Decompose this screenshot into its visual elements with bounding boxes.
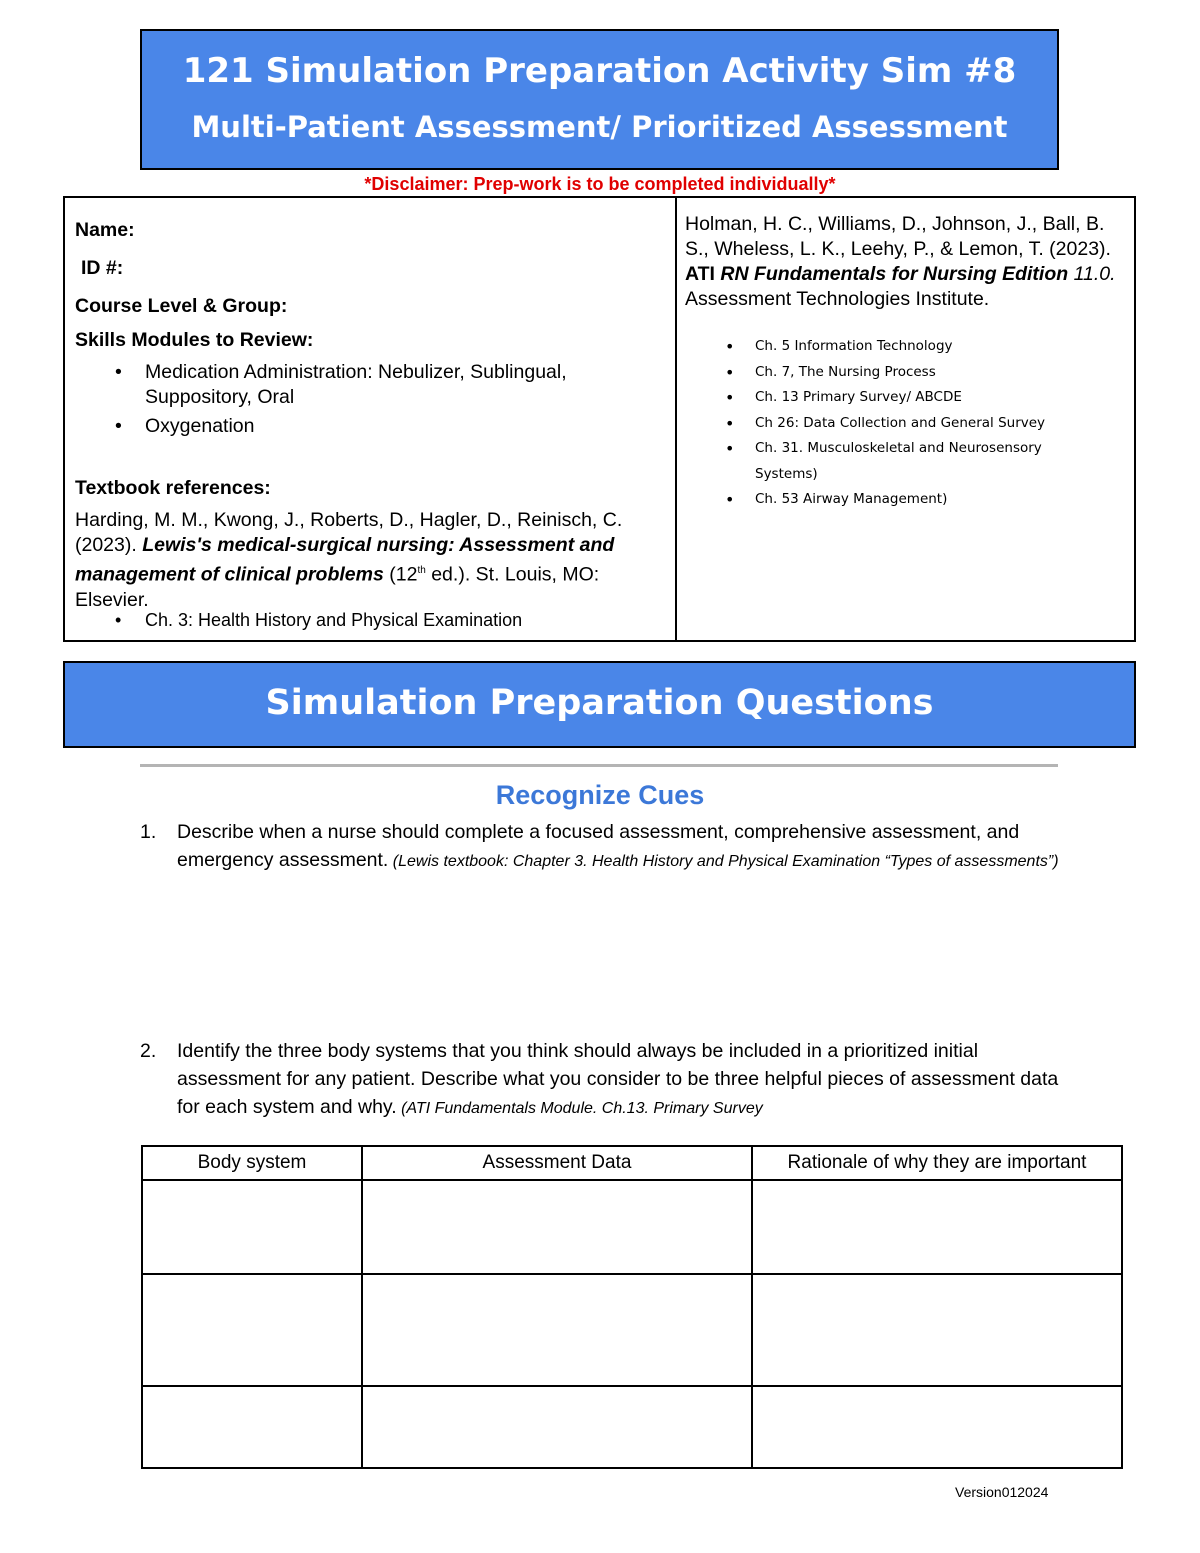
list-item: • Ch 26: Data Collection and General Survey (685, 411, 1105, 437)
table-row (142, 1180, 1122, 1274)
question-2 (140, 1037, 1060, 1123)
table-header-row (142, 1146, 1122, 1180)
lewis-authors: Harding, M. M., Kwong, J., Roberts, D., Hagler, D., Reinisch, C. (2023). (75, 509, 623, 556)
column-header-assessment-data: Assessment Data (362, 1146, 752, 1180)
page-subtitle: Multi-Patient Assessment/ Prioritized Assessment (191, 110, 1008, 144)
question-citation: (Lewis textbook: Chapter 3. Health History and Physical Examination “Types of assessments”) (388, 853, 1059, 870)
id-label: ID #: (81, 257, 124, 279)
list-item: • Oxygenation (75, 414, 635, 439)
questions-title: Simulation Preparation Questions (265, 683, 934, 723)
lewis-edition-sup: th (417, 565, 426, 576)
column-divider (675, 198, 677, 640)
ati-title: RN Fundamentals for Nursing Edition (720, 263, 1069, 285)
table-cell[interactable] (752, 1386, 1122, 1468)
list-item: • Ch. 31. Musculoskeletal and Neurosensory Systems) (685, 436, 1105, 487)
list-item: • Ch. 53 Airway Management) (685, 487, 1105, 513)
table-row (142, 1386, 1122, 1468)
page-title: 121 Simulation Preparation Activity Sim #8 (182, 51, 1017, 91)
table-cell[interactable] (362, 1386, 752, 1468)
skills-list (75, 360, 635, 439)
divider (140, 764, 1058, 767)
lewis-title: Lewis's medical-surgical nursing: Assessment and management of clinical problems (75, 534, 615, 586)
course-label: Course Level & Group: (75, 295, 288, 317)
ati-edition: 11.0. (1068, 263, 1116, 285)
question-number: 2. (140, 1040, 157, 1062)
section-heading: Recognize Cues (495, 780, 705, 810)
list-item: • Ch. 3: Health History and Physical Examination (75, 608, 635, 633)
question-1 (140, 818, 1060, 876)
question-text: Identify the three body systems that you think should always be included in a prioritized initial assessment for any patient. Describe what you consider to be three helpful pieces of assessment data for each system and why. (177, 1040, 1059, 1118)
lewis-reference (75, 508, 670, 613)
question-citation: (ATI Fundamentals Module. Ch.13. Primary Survey (396, 1100, 763, 1117)
name-label: Name: (75, 219, 135, 241)
questions-banner (63, 661, 1136, 748)
title-banner (140, 29, 1059, 170)
lewis-publisher: ed.). St. Louis, MO: Elsevier. (75, 563, 600, 611)
list-item: • Ch. 7, The Nursing Process (685, 360, 1105, 386)
table-cell[interactable] (142, 1274, 362, 1386)
question-number: 1. (140, 821, 157, 843)
list-item: • Ch. 13 Primary Survey/ ABCDE (685, 385, 1105, 411)
question-text: Describe when a nurse should complete a focused assessment, comprehensive assessment, and emergency assessment. (177, 821, 1020, 871)
info-table (63, 196, 1136, 642)
lewis-edition: (12 (383, 563, 418, 586)
ati-title-prefix: ATI (685, 263, 721, 285)
list-item: • Medication Administration: Nebulizer, Sublingual, Suppository, Oral (75, 360, 635, 410)
table-cell[interactable] (142, 1180, 362, 1274)
version-label: Version012024 (955, 1484, 1049, 1500)
lewis-chapters (75, 608, 635, 633)
disclaimer: *Disclaimer: Prep-work is to be completed individually* (364, 174, 836, 194)
skills-label: Skills Modules to Review: (75, 329, 314, 351)
ati-authors: Holman, H. C., Williams, D., Johnson, J., Ball, B. S., Wheless, L. K., Leehy, P., & Lemon, T. (2023). (685, 213, 1111, 260)
column-header-rationale: Rationale of why they are important (752, 1146, 1122, 1180)
body-systems-table (141, 1145, 1123, 1469)
ati-reference (685, 212, 1130, 312)
list-item: • Ch. 5 Information Technology (685, 334, 1105, 360)
table-row (142, 1274, 1122, 1386)
table-cell[interactable] (142, 1386, 362, 1468)
ati-publisher: Assessment Technologies Institute. (685, 288, 990, 310)
table-cell[interactable] (362, 1180, 752, 1274)
table-cell[interactable] (752, 1180, 1122, 1274)
table-cell[interactable] (752, 1274, 1122, 1386)
textbook-label: Textbook references: (75, 477, 271, 499)
table-cell[interactable] (362, 1274, 752, 1386)
column-header-body-system: Body system (142, 1146, 362, 1180)
ati-chapters (685, 334, 1105, 513)
